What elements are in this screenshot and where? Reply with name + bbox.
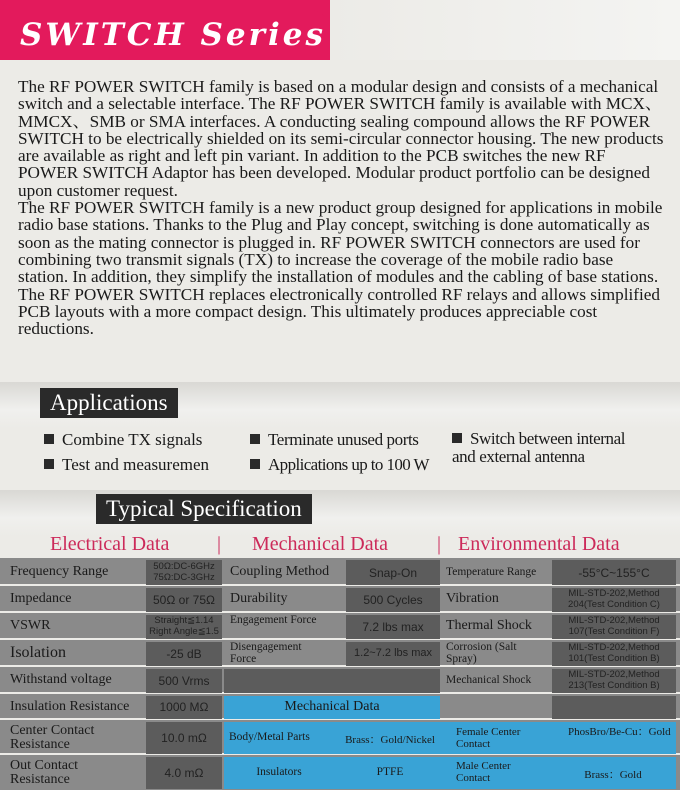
intro-text [18,78,664,337]
value-body-metal-parts: Brass：Gold/Nickel [345,734,435,746]
value-disengagement-force: 1.2~7.2 lbs max [354,647,432,659]
value-insulators: PTFE [376,766,404,778]
bullet-icon [452,433,462,443]
value-line: MIL-STD-202,Method [568,588,660,599]
label-insulators: Insulators [256,766,302,778]
value-line: 50Ω:DC-6GHz [153,561,215,572]
value-engagement-force: 7.2 lbs max [362,620,424,634]
value-withstand-voltage: 500 Vrms [158,674,210,688]
app-item [250,430,419,450]
value-line: 101(Test Condition B) [568,653,660,664]
label-vibration: Vibration [446,592,499,606]
value-vibration [552,588,676,610]
value-line: 107(Test Condition F) [568,626,660,637]
label-isolation: Isolation [10,645,66,661]
value-impedance: 50Ω or 75Ω [153,593,215,607]
materials-title: Mechanical Data [284,699,380,714]
value-coupling-method: Snap-On [368,566,418,580]
app-item [44,455,209,475]
value-line: MIL-STD-202,Method [568,615,660,626]
value-vswr [146,615,222,637]
value-temperature-range: -55°C~155°C [578,566,650,580]
label-female-center-contact: Female Center Contact [456,726,521,750]
label-temperature-range: Temperature Range [446,566,537,578]
value-line: 75Ω:DC-3GHz [153,572,215,583]
label-impedance: Impedance [10,592,72,606]
value-isolation: -25 dB [166,647,202,661]
bullet-icon [44,459,54,469]
value-durability: 500 Cycles [363,593,423,607]
app-item-label: Combine TX signals [62,430,203,449]
label-insulation-resistance: Insulation Resistance [10,700,130,714]
value-frequency-range [146,561,222,583]
value-line: MIL-STD-202,Method [568,669,660,680]
app-item-label: Applications up to 100 W [268,455,429,474]
category-mechanical: Mechanical Data [252,533,389,555]
value-mechanical-shock [552,669,676,691]
header-light-area [330,0,680,60]
app-item-label: Terminate unused ports [268,430,419,449]
value-male-center-contact: Brass：Gold [584,769,642,781]
app-item [250,455,429,475]
bullet-icon [250,434,260,444]
label-durability: Durability [230,592,288,606]
value-center-contact-resistance: 10.0 mΩ [161,731,207,745]
value-corrosion [552,642,676,664]
label-engagement-force: Engagement Force [230,614,317,626]
category-environmental: Environmental Data [458,533,620,555]
app-item [452,430,652,466]
value-line: 204(Test Condition C) [568,599,660,610]
value-line: 213(Test Condition B) [568,680,660,691]
label-out-contact-resistance: Out Contact Resistance [10,759,79,787]
label-frequency-range: Frequency Range [10,565,109,579]
app-item-label: Test and measuremen [62,455,210,474]
label-coupling-method: Coupling Method [230,565,330,579]
label-thermal-shock: Thermal Shock [446,619,532,633]
intro-paragraph-1: The RF POWER SWITCH family is based on a modular design and consists of a mechanical switch and a selectable interface. The RF POWER SWITCH family is available with MCX、MMCX、SMB or SMA interfaces. A conducting sealing compound allows the RF POWER SWITCH to be electrically shielded on its semi-circular connector housing. The new products are available as right and left pin variant. In addition to the PCB switches the new RF POWER SWITCH Adaptor has been developed. Modular product portfolio can be designed upon customer request. [18,77,664,200]
value-thermal-shock [552,615,676,637]
app-item [44,430,202,450]
label-corrosion: Corrosion (Salt Spray) [446,641,517,665]
category-separator: | [217,533,222,555]
bullet-icon [44,434,54,444]
spec-title: Typical Specification [96,494,312,524]
value-female-center-contact: PhosBro/Be-Cu：Gold [568,726,671,738]
label-withstand-voltage: Withstand voltage [10,673,112,687]
label-body-metal-parts: Body/Metal Parts [229,731,310,743]
empty-cell [224,669,440,693]
label-mechanical-shock: Mechanical Shock [446,674,532,686]
label-center-contact-resistance: Center Contact Resistance [10,724,95,752]
label-vswr: VSWR [10,619,51,633]
value-line: Straight≦1.14 [154,615,214,626]
value-insulation-resistance: 1000 MΩ [159,700,209,714]
empty-cell [552,696,676,719]
value-line: Right Angle≦1.5 [149,626,219,637]
value-out-contact-resistance: 4.0 mΩ [164,766,204,780]
page-title: SWITCH Series [20,17,326,53]
bullet-icon [250,459,260,469]
label-male-center-contact: Male Center Contact [456,760,511,784]
app-item-label: Switch between internal and external antenna [452,429,626,466]
value-line: MIL-STD-202,Method [568,642,660,653]
category-electrical: Electrical Data [50,533,170,555]
applications-title: Applications [40,388,178,418]
intro-paragraph-2: The RF POWER SWITCH family is a new product group designed for applications in mobile radio base stations. Thanks to the Plug and Play concept, switching is done automatically as soon as the mating connector is plugged in. RF POWER SWITCH connectors are used for combining two transmit signals (TX) to increase the coverage of the mobile radio base station. In addition, they simplify the installation of modules and the cabling of base stations. The RF POWER SWITCH replaces electronically controlled RF relays and allows simplified PCB layouts with a more compact design. This ultimately produces appreciable cost reductions. [18,198,663,339]
label-disengagement-force: Disengagement Force [230,641,302,665]
category-separator: | [437,533,442,555]
